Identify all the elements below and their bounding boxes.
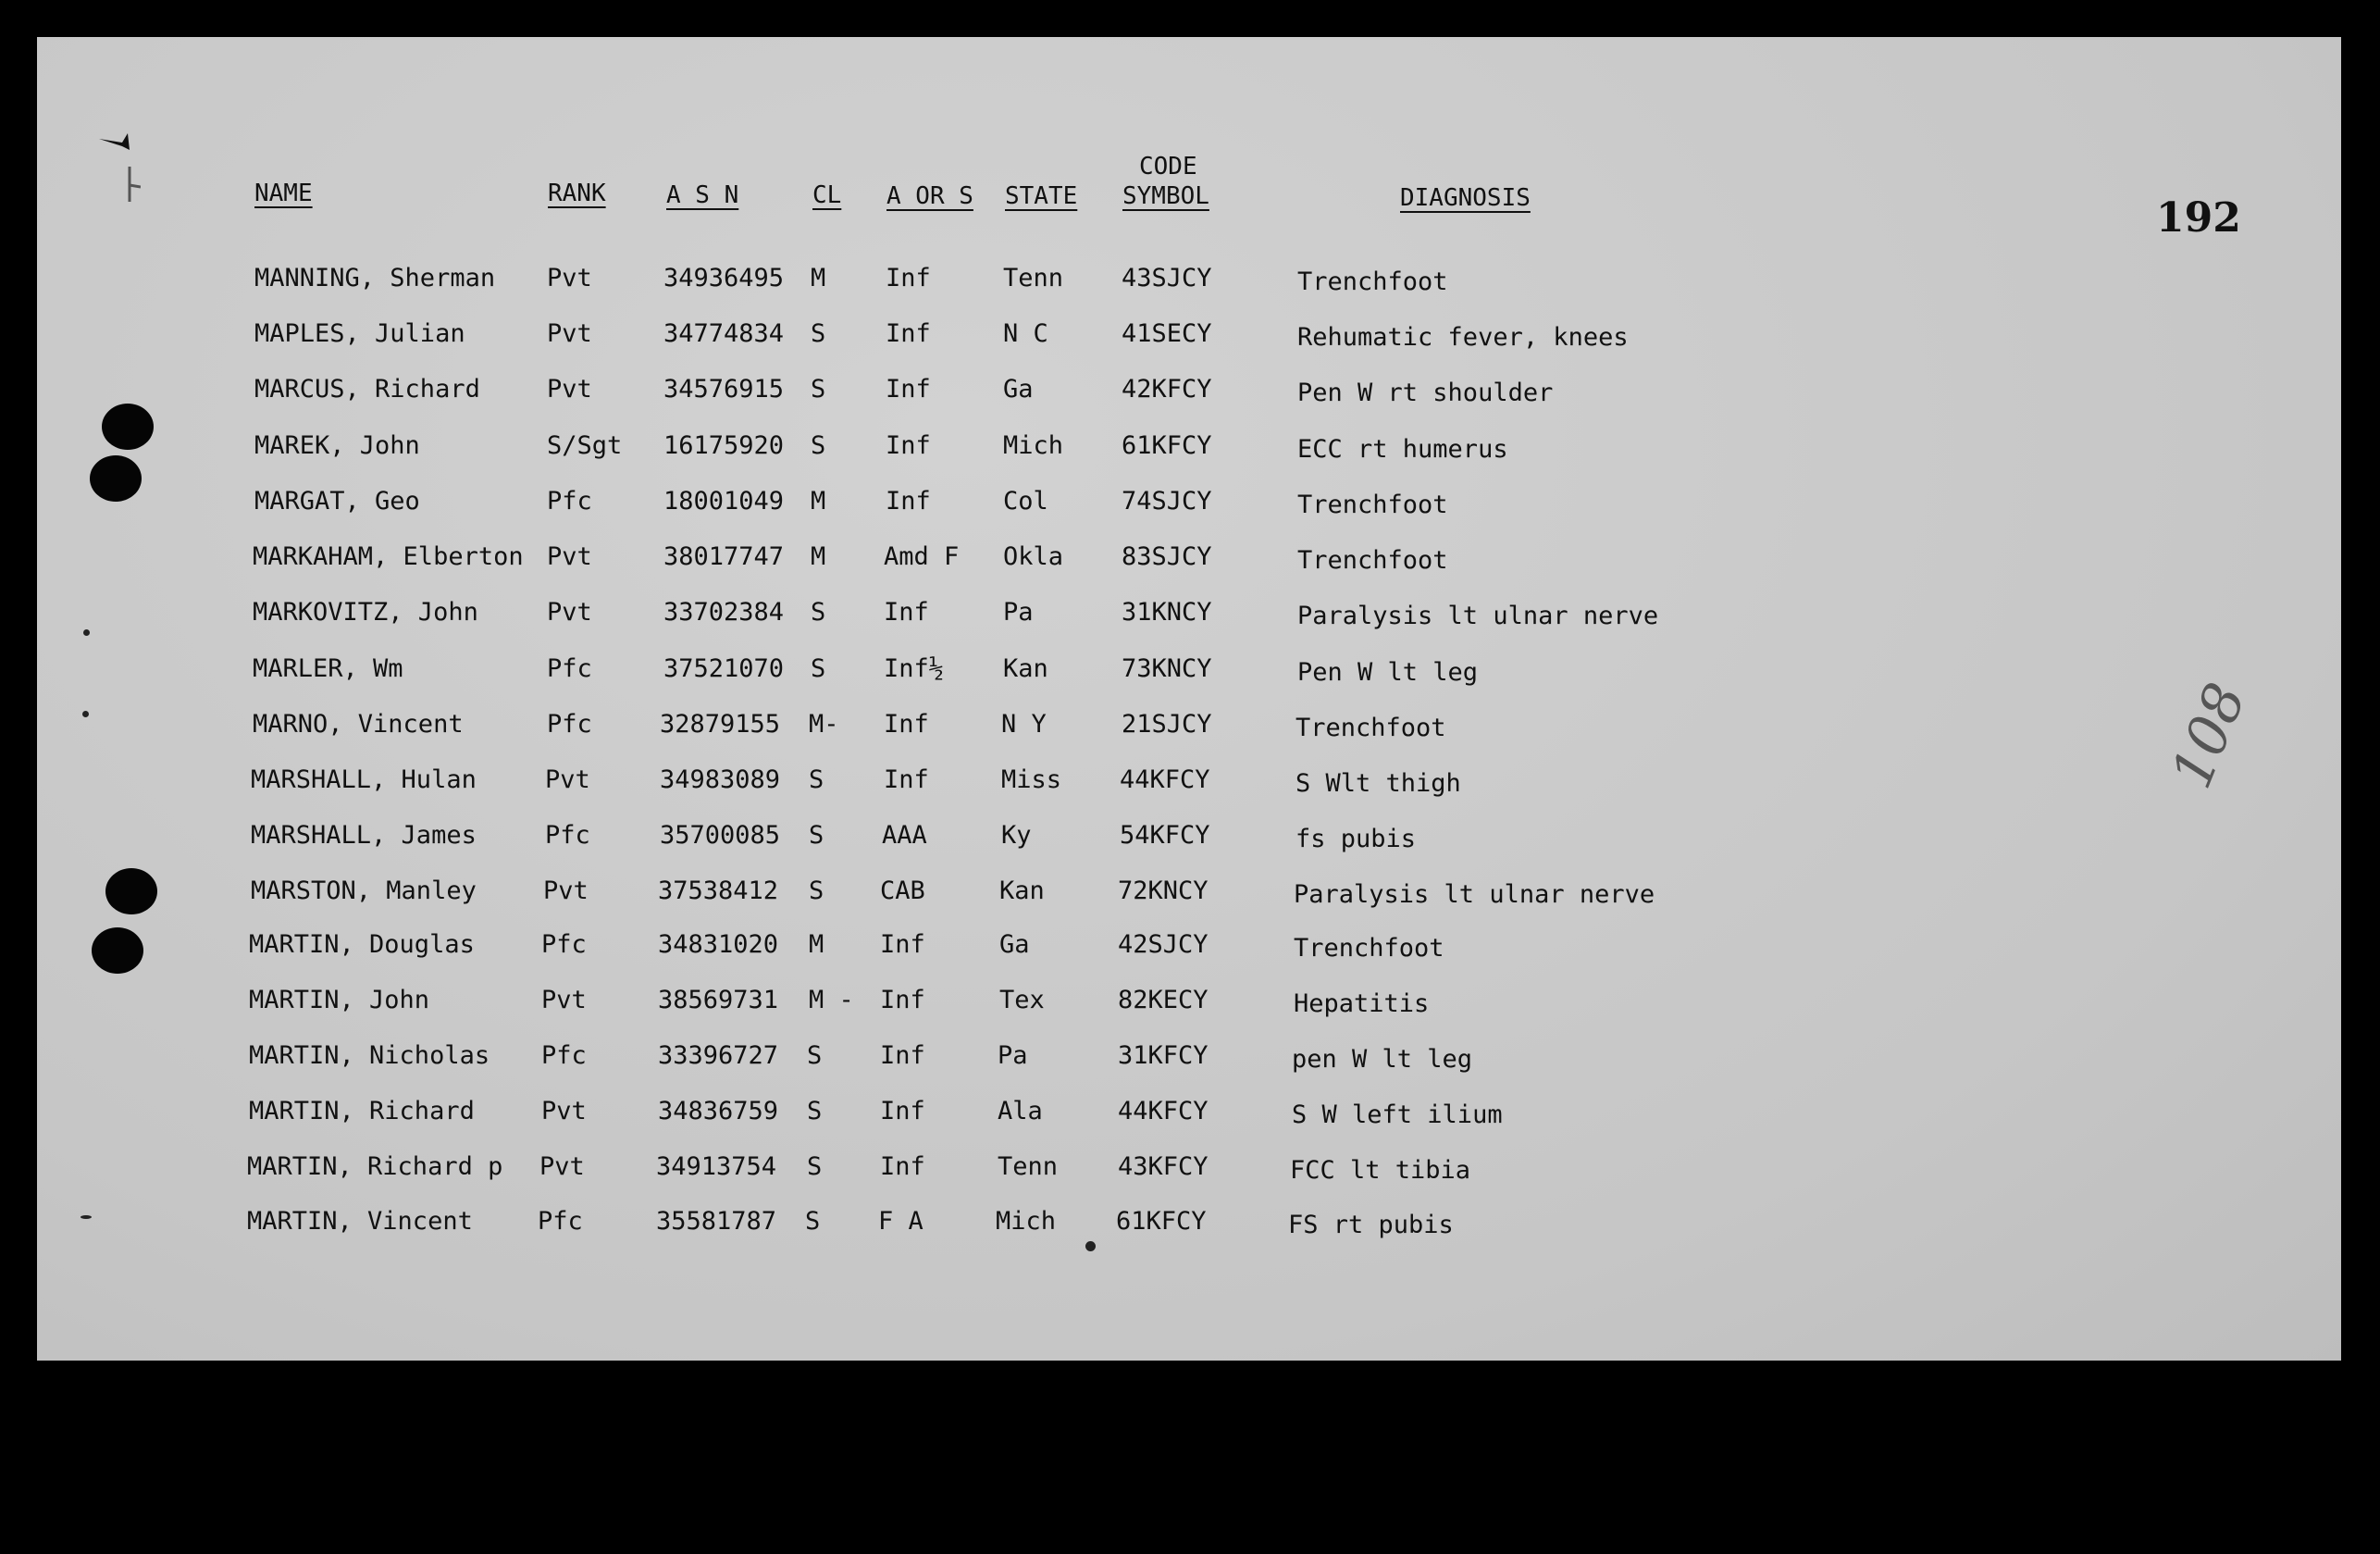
cell-state: Miss: [1001, 765, 1062, 794]
cell-rank: Pvt: [547, 319, 592, 348]
header-rank: RANK: [548, 180, 606, 207]
cell-cl: S: [811, 431, 826, 460]
cell-asn: 16175920: [663, 431, 785, 460]
cell-state: Tenn: [998, 1152, 1059, 1181]
cell-rank: Pvt: [547, 598, 592, 627]
cell-diagnosis: Rehumatic fever, knees: [1297, 323, 1629, 352]
cell-code: 74SJCY: [1122, 487, 1212, 516]
cell-cl: M: [811, 487, 826, 516]
cell-diagnosis: Paralysis lt ulnar nerve: [1297, 602, 1659, 630]
cell-name: MARTIN, Vincent: [247, 1207, 473, 1236]
cell-diagnosis: S W left ilium: [1292, 1100, 1503, 1129]
cell-diagnosis: S Wlt thigh: [1295, 769, 1461, 798]
cell-name: MARTIN, Douglas: [249, 930, 475, 959]
cell-name: MARGAT, Geo: [254, 487, 420, 516]
cell-aors: Inf: [886, 431, 931, 460]
cell-state: Okla: [1003, 542, 1064, 571]
cell-diagnosis: Trenchfoot: [1297, 267, 1448, 296]
cell-cl: M: [809, 930, 824, 959]
cell-code: 72KNCY: [1118, 876, 1209, 905]
cell-asn: 35700085: [660, 821, 781, 850]
cell-name: MAPLES, Julian: [254, 319, 465, 348]
ink-speck: [81, 1215, 92, 1219]
header-code-symbol: SYMBOL: [1122, 182, 1209, 210]
cell-code: 42SJCY: [1118, 930, 1209, 959]
header-asn: A S N: [666, 181, 739, 209]
cell-name: MARTIN, Nicholas: [249, 1041, 490, 1070]
cell-name: MARSTON, Manley: [251, 876, 477, 905]
cell-rank: Pfc: [538, 1207, 583, 1236]
cell-rank: Pfc: [541, 1041, 587, 1070]
cell-cl: S: [811, 375, 826, 404]
cell-diagnosis: Pen W lt leg: [1297, 658, 1479, 687]
cell-aors: Inf: [884, 765, 929, 794]
cell-name: MARNO, Vincent: [253, 710, 464, 739]
cell-aors: Inf: [880, 1041, 925, 1070]
cell-code: 31KFCY: [1118, 1041, 1209, 1070]
cell-name: MARTIN, Richard: [249, 1097, 475, 1125]
cell-name: MARCUS, Richard: [254, 375, 480, 404]
cell-diagnosis: Trenchfoot: [1295, 714, 1446, 742]
cell-diagnosis: Paralysis lt ulnar nerve: [1294, 880, 1655, 909]
cell-asn: 34774834: [663, 319, 785, 348]
cell-diagnosis: pen W lt leg: [1292, 1045, 1473, 1074]
cell-state: Ky: [1001, 821, 1032, 850]
cell-rank: Pvt: [547, 375, 592, 404]
cell-code: 41SECY: [1122, 319, 1212, 348]
cell-state: Tenn: [1003, 264, 1064, 292]
page-number: 192: [2156, 194, 2241, 242]
header-name: NAME: [254, 180, 313, 207]
cell-asn: 34913754: [656, 1152, 777, 1181]
cell-aors: Inf: [880, 930, 925, 959]
cell-aors: Inf: [880, 986, 925, 1014]
cell-code: 54KFCY: [1120, 821, 1210, 850]
header-cl: CL: [812, 181, 842, 209]
cell-aors: CAB: [880, 876, 925, 905]
cell-aors: Inf½: [884, 654, 945, 683]
cell-name: MANNING, Sherman: [254, 264, 496, 292]
cell-cl: M-: [809, 710, 839, 739]
cell-cl: M -: [809, 986, 854, 1014]
header-a-or-s: A OR S: [886, 182, 973, 210]
cell-rank: Pvt: [543, 876, 589, 905]
cell-state: N C: [1003, 319, 1048, 348]
cell-state: N Y: [1001, 710, 1047, 739]
cell-cl: S: [811, 654, 826, 683]
cell-aors: Inf: [886, 319, 931, 348]
cell-rank: Pvt: [539, 1152, 585, 1181]
cell-code: 31KNCY: [1122, 598, 1212, 627]
ink-speck: [82, 711, 89, 717]
cell-asn: 18001049: [663, 487, 785, 516]
cell-state: Ga: [1003, 375, 1034, 404]
cell-cl: S: [809, 821, 824, 850]
cell-cl: S: [807, 1041, 823, 1070]
punch-hole: [102, 404, 154, 450]
cell-asn: 34576915: [663, 375, 785, 404]
cell-rank: Pvt: [547, 542, 592, 571]
cell-code: 83SJCY: [1122, 542, 1212, 571]
cell-rank: Pfc: [545, 821, 590, 850]
cell-asn: 33396727: [658, 1041, 779, 1070]
record-card: [37, 37, 2341, 1361]
cell-aors: Inf: [880, 1152, 925, 1181]
cell-code: 73KNCY: [1122, 654, 1212, 683]
cell-cl: M: [811, 542, 826, 571]
cell-rank: Pvt: [547, 264, 592, 292]
cell-asn: 37538412: [658, 876, 779, 905]
cell-state: Mich: [1003, 431, 1064, 460]
cell-code: 44KFCY: [1120, 765, 1210, 794]
cell-rank: Pvt: [545, 765, 590, 794]
cell-code: 42KFCY: [1122, 375, 1212, 404]
cell-aors: Inf: [886, 487, 931, 516]
cell-state: Pa: [1003, 598, 1034, 627]
cell-diagnosis: FCC lt tibia: [1290, 1156, 1471, 1185]
cell-state: Kan: [1003, 654, 1048, 683]
cell-diagnosis: Trenchfoot: [1294, 934, 1444, 963]
cell-rank: Pfc: [547, 654, 592, 683]
cell-rank: Pfc: [547, 487, 592, 516]
cell-asn: 33702384: [663, 598, 785, 627]
header-diagnosis: DIAGNOSIS: [1400, 184, 1531, 212]
cell-name: MAREK, John: [254, 431, 420, 460]
ink-speck: [1085, 1241, 1096, 1251]
cell-asn: 38569731: [658, 986, 779, 1014]
ink-speck: [83, 629, 90, 636]
cell-diagnosis: Hepatitis: [1294, 989, 1430, 1018]
cell-state: Pa: [998, 1041, 1028, 1070]
cell-cl: S: [807, 1097, 823, 1125]
cell-asn: 38017747: [663, 542, 785, 571]
cell-code: 43SJCY: [1122, 264, 1212, 292]
cell-asn: 34831020: [658, 930, 779, 959]
punch-hole: [105, 868, 157, 914]
cell-code: 61KFCY: [1122, 431, 1212, 460]
cell-cl: S: [809, 876, 824, 905]
cell-cl: M: [811, 264, 826, 292]
cell-code: 44KFCY: [1118, 1097, 1209, 1125]
cell-code: 82KECY: [1118, 986, 1209, 1014]
cell-state: Ala: [998, 1097, 1043, 1125]
cell-rank: Pvt: [541, 1097, 587, 1125]
cell-aors: Inf: [886, 375, 931, 404]
cell-diagnosis: fs pubis: [1295, 825, 1417, 853]
cell-diagnosis: Trenchfoot: [1297, 546, 1448, 575]
cell-rank: Pfc: [541, 930, 587, 959]
cell-aors: AAA: [882, 821, 927, 850]
cell-aors: Inf: [886, 264, 931, 292]
cell-diagnosis: ECC rt humerus: [1297, 435, 1508, 464]
cell-cl: S: [809, 765, 824, 794]
punch-hole: [90, 455, 142, 502]
cell-state: Kan: [999, 876, 1045, 905]
cell-code: 61KFCY: [1116, 1207, 1207, 1236]
cell-cl: S: [807, 1152, 823, 1181]
cell-name: MARSHALL, Hulan: [251, 765, 477, 794]
cell-diagnosis: Pen W rt shoulder: [1297, 379, 1554, 407]
cell-rank: S/Sgt: [547, 431, 623, 460]
cell-cl: S: [805, 1207, 821, 1236]
cell-name: MARKOVITZ, John: [253, 598, 478, 627]
cell-code: 43KFCY: [1118, 1152, 1209, 1181]
cell-rank: Pfc: [547, 710, 592, 739]
header-code: CODE: [1139, 153, 1197, 180]
cell-aors: Inf: [884, 710, 929, 739]
cell-name: MARTIN, Richard p: [247, 1152, 503, 1181]
cell-asn: 34836759: [658, 1097, 779, 1125]
cell-state: Tex: [999, 986, 1045, 1014]
cell-cl: S: [811, 319, 826, 348]
handwritten-margin-note: 108: [2159, 674, 2260, 798]
punch-hole: [92, 927, 143, 974]
cell-state: Col: [1003, 487, 1048, 516]
cell-aors: F A: [878, 1207, 923, 1236]
cell-name: MARKAHAM, Elberton: [253, 542, 524, 571]
cell-diagnosis: FS rt pubis: [1288, 1211, 1454, 1239]
binder-mark: [94, 130, 141, 213]
header-state: STATE: [1005, 182, 1078, 210]
cell-state: Mich: [996, 1207, 1057, 1236]
cell-state: Ga: [999, 930, 1030, 959]
cell-asn: 37521070: [663, 654, 785, 683]
cell-cl: S: [811, 598, 826, 627]
cell-name: MARSHALL, James: [251, 821, 477, 850]
cell-asn: 35581787: [656, 1207, 777, 1236]
cell-aors: Amd F: [884, 542, 960, 571]
cell-diagnosis: Trenchfoot: [1297, 491, 1448, 519]
cell-asn: 32879155: [660, 710, 781, 739]
cell-name: MARTIN, John: [249, 986, 430, 1014]
cell-asn: 34983089: [660, 765, 781, 794]
cell-rank: Pvt: [541, 986, 587, 1014]
cell-name: MARLER, Wm: [253, 654, 403, 683]
cell-asn: 34936495: [663, 264, 785, 292]
cell-code: 21SJCY: [1122, 710, 1212, 739]
cell-aors: Inf: [880, 1097, 925, 1125]
cell-aors: Inf: [884, 598, 929, 627]
